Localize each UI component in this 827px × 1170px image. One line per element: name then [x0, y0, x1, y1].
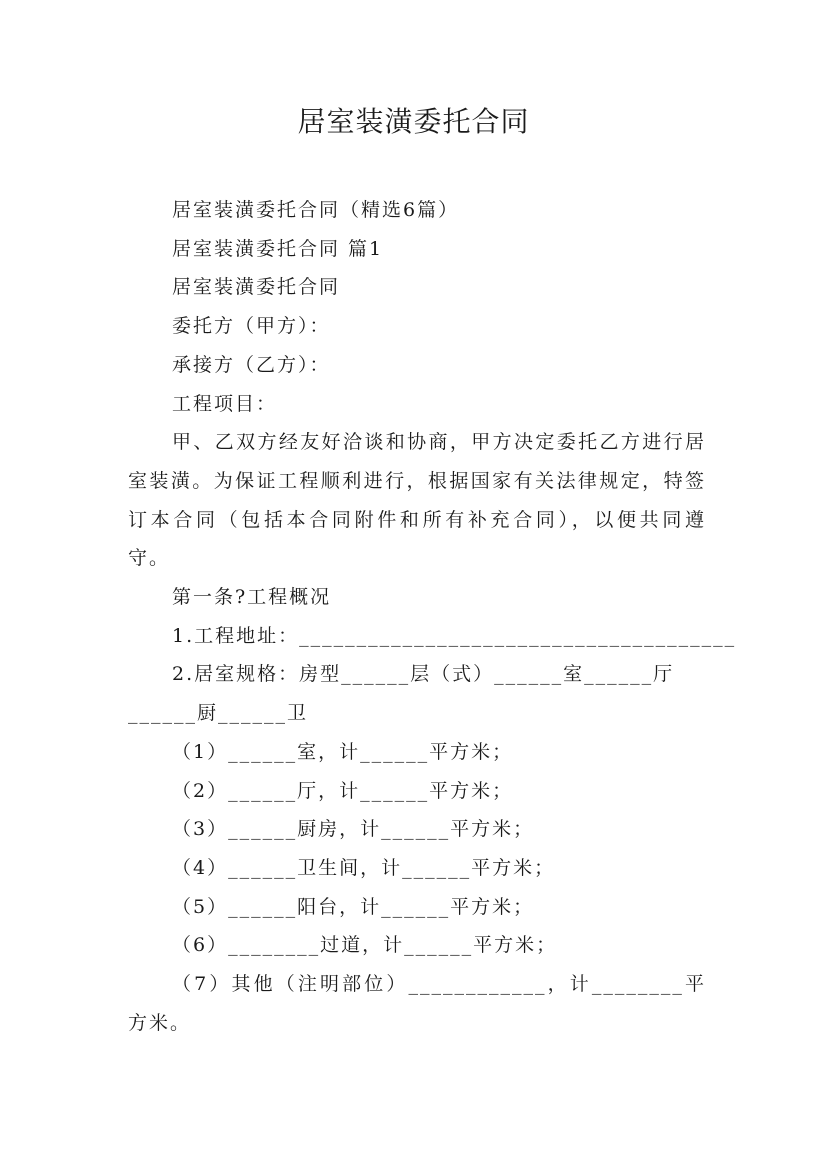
document-body: [128, 191, 737, 1042]
list-item-1: （1）______室，计______平方米；: [172, 740, 514, 763]
paragraph-address: 1.工程地址：______________________________________: [172, 624, 737, 647]
list-item-7: （7）其他（注明部位）____________，计________平方米。: [128, 973, 706, 1034]
paragraph-room-spec: 2.居室规格：房型______层（式）______室______厅: [172, 663, 675, 686]
list-item-2: （2）______厅，计______平方米；: [172, 779, 514, 802]
paragraph-article-1: 第一条?工程概况: [172, 586, 332, 609]
paragraph-party-a: 委托方（甲方）：: [172, 315, 331, 338]
paragraph-contract-name: 居室装潢委托合同: [172, 276, 341, 299]
paragraph-party-b: 承接方（乙方）：: [172, 353, 331, 376]
list-item-4: （4）______卫生间，计______平方米；: [172, 856, 556, 879]
list-item-3: （3）______厨房，计______平方米；: [172, 818, 535, 841]
paragraph-preamble: 甲、乙双方经友好洽谈和协商，甲方决定委托乙方进行居室装潢。为保证工程顺利进行，根据国家有关法律规定，特签订本合同（包括本合同附件和所有补充合同），以便共同遵守。: [128, 431, 706, 570]
list-item-5: （5）______阳台，计______平方米；: [172, 895, 535, 918]
document-title: 居室装潢委托合同: [297, 105, 530, 138]
list-item-6: （6）________过道，计______平方米；: [172, 934, 558, 957]
paragraph-project: 工程项目：: [172, 392, 278, 415]
paragraph-room-spec-continued: ______厨______卫: [128, 702, 309, 725]
paragraph-chapter-title: 居室装潢委托合同 篇1: [172, 237, 384, 260]
paragraph-heading-collection: 居室装潢委托合同（精选6篇）: [172, 199, 460, 221]
